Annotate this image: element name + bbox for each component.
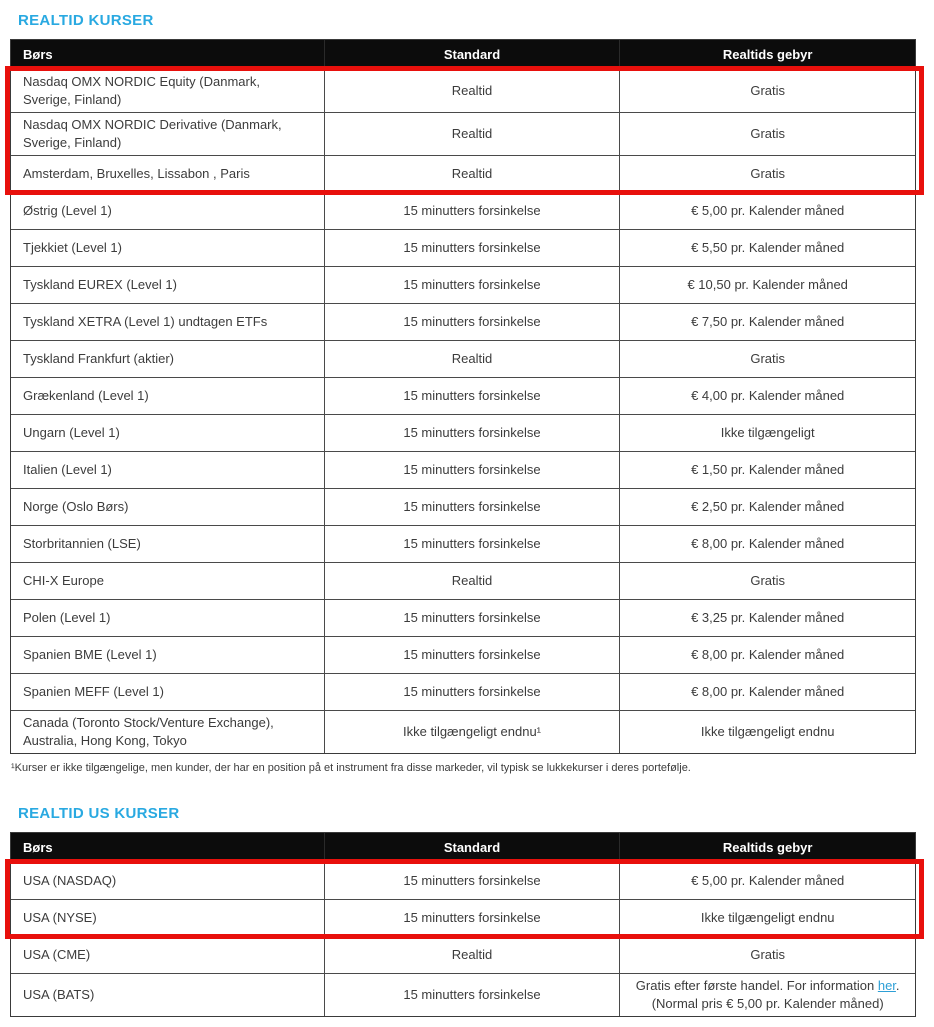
table-header-row [11,40,915,69]
highlighted-row-group [11,69,915,192]
table-row [11,229,915,266]
table-row [11,266,915,303]
table-row [11,377,915,414]
gebyr-text-pre: Gratis efter første handel. For information [635,978,878,993]
table-row [11,673,915,710]
gebyr-text-post: . [895,978,900,993]
standard-cell: 15 minutters forsinkelse [324,526,620,562]
section-title-realtid-us-kurser: REALTID US KURSER [18,805,180,822]
bors-cell: Ungarn (Level 1) [23,425,120,440]
gebyr-cell: Gratis [619,70,915,112]
bors-cell: USA (CME) [23,947,91,962]
gebyr-cell: € 1,50 pr. Kalender måned [619,452,915,488]
table-row [11,451,915,488]
bors-cell: USA (NASDAQ) [23,873,117,888]
standard-cell: Ikke tilgængeligt endnu¹ [324,711,620,753]
header-cell-realtids-gebyr: Realtids gebyr [619,40,915,69]
table-row [11,488,915,525]
gebyr-cell: € 8,00 pr. Kalender måned [619,674,915,710]
table-row [11,710,915,753]
bors-cell: Amsterdam, Bruxelles, Lissabon , Paris [23,166,250,181]
standard-cell: Realtid [324,937,620,973]
standard-cell: 15 minutters forsinkelse [324,378,620,414]
table-row [11,340,915,377]
standard-cell: 15 minutters forsinkelse [324,452,620,488]
bors-cell: Nasdaq OMX NORDIC Derivative (Danmark, Sverige, Finland) [23,117,282,150]
row-group [11,192,915,753]
standard-cell: 15 minutters forsinkelse [324,863,620,899]
table-row [11,303,915,340]
gebyr-cell: Ikke tilgængeligt endnu [619,900,915,936]
header-cell-bors: Børs [23,46,53,62]
standard-cell: Realtid [324,341,620,377]
bors-cell: Tyskland Frankfurt (aktier) [23,351,174,366]
gebyr-cell: Gratis [619,113,915,155]
gebyr-cell: € 10,50 pr. Kalender måned [619,267,915,303]
table-row [11,192,915,229]
highlighted-row-group [11,862,915,936]
gebyr-cell: € 2,50 pr. Kalender måned [619,489,915,525]
header-cell-standard: Standard [324,833,620,862]
gebyr-cell: € 5,00 pr. Kalender måned [619,193,915,229]
standard-cell: Realtid [324,156,620,192]
bors-cell: Spanien BME (Level 1) [23,647,157,662]
table-row [11,862,915,899]
bors-cell: USA (BATS) [23,987,95,1002]
standard-cell: 15 minutters forsinkelse [324,230,620,266]
gebyr-cell: € 8,00 pr. Kalender måned [619,637,915,673]
standard-cell: 15 minutters forsinkelse [324,304,620,340]
gebyr-cell [619,974,915,1016]
table-row [11,899,915,936]
bors-cell: Nasdaq OMX NORDIC Equity (Danmark, Sverige, Finland) [23,74,260,107]
table-row [11,936,915,973]
gebyr-cell: € 7,50 pr. Kalender måned [619,304,915,340]
bors-cell: Tjekkiet (Level 1) [23,240,122,255]
section-title-realtid-kurser: REALTID KURSER [18,12,154,29]
gebyr-cell: € 3,25 pr. Kalender måned [619,600,915,636]
standard-cell: 15 minutters forsinkelse [324,489,620,525]
section-realtid-us-kurser [10,805,916,1017]
standard-cell: 15 minutters forsinkelse [324,415,620,451]
gebyr-cell: Ikke tilgængeligt endnu [619,711,915,753]
gebyr-cell: Gratis [619,156,915,192]
table-row [11,599,915,636]
realtid-us-kurser-table [10,832,916,1017]
header-cell-realtids-gebyr: Realtids gebyr [619,833,915,862]
gebyr-cell: Gratis [619,563,915,599]
bors-cell: Grækenland (Level 1) [23,388,149,403]
bors-cell: CHI-X Europe [23,573,104,588]
bors-cell: Storbritannien (LSE) [23,536,141,551]
gebyr-text-line2: (Normal pris € 5,00 pr. Kalender måned) [651,996,884,1011]
gebyr-cell-content [630,977,905,1013]
standard-cell: Realtid [324,563,620,599]
row-group [11,936,915,1016]
gebyr-cell: € 5,00 pr. Kalender måned [619,863,915,899]
gebyr-cell: € 8,00 pr. Kalender måned [619,526,915,562]
table-footnote: ¹Kurser er ikke tilgængelige, men kunder, der har en position på et instrument fra disse markeder, vil typisk se lukkekurser i deres portefølje. [11,762,691,774]
bors-cell: Canada (Toronto Stock/Venture Exchange), Australia, Hong Kong, Tokyo [23,715,274,748]
standard-cell: Realtid [324,113,620,155]
standard-cell: 15 minutters forsinkelse [324,974,620,1016]
bors-cell: Tyskland EUREX (Level 1) [23,277,177,292]
realtid-kurser-table [10,39,916,754]
gebyr-cell: € 5,50 pr. Kalender måned [619,230,915,266]
header-cell-bors: Børs [23,839,53,855]
bors-cell: Tyskland XETRA (Level 1) undtagen ETFs [23,314,268,329]
bors-cell: Norge (Oslo Børs) [23,499,129,514]
table-row [11,155,915,192]
table-row [11,69,915,112]
table-row [11,525,915,562]
bors-cell: Østrig (Level 1) [23,203,112,218]
gebyr-cell: Gratis [619,341,915,377]
standard-cell: Realtid [324,70,620,112]
gebyr-cell: Gratis [619,937,915,973]
table-row [11,414,915,451]
standard-cell: 15 minutters forsinkelse [324,267,620,303]
table-header-row [11,833,915,862]
standard-cell: 15 minutters forsinkelse [324,674,620,710]
gebyr-cell: € 4,00 pr. Kalender måned [619,378,915,414]
gebyr-cell: Ikke tilgængeligt [619,415,915,451]
bors-cell: Spanien MEFF (Level 1) [23,684,164,699]
bors-cell: Italien (Level 1) [23,462,112,477]
header-cell-standard: Standard [324,40,620,69]
table-row [11,973,915,1016]
table-row [11,112,915,155]
bors-cell: USA (NYSE) [23,910,97,925]
section-realtid-kurser [10,12,916,775]
table-row [11,562,915,599]
table-row [11,636,915,673]
standard-cell: 15 minutters forsinkelse [324,637,620,673]
standard-cell: 15 minutters forsinkelse [324,193,620,229]
her-link[interactable]: her [877,978,896,993]
standard-cell: 15 minutters forsinkelse [324,900,620,936]
bors-cell: Polen (Level 1) [23,610,111,625]
standard-cell: 15 minutters forsinkelse [324,600,620,636]
